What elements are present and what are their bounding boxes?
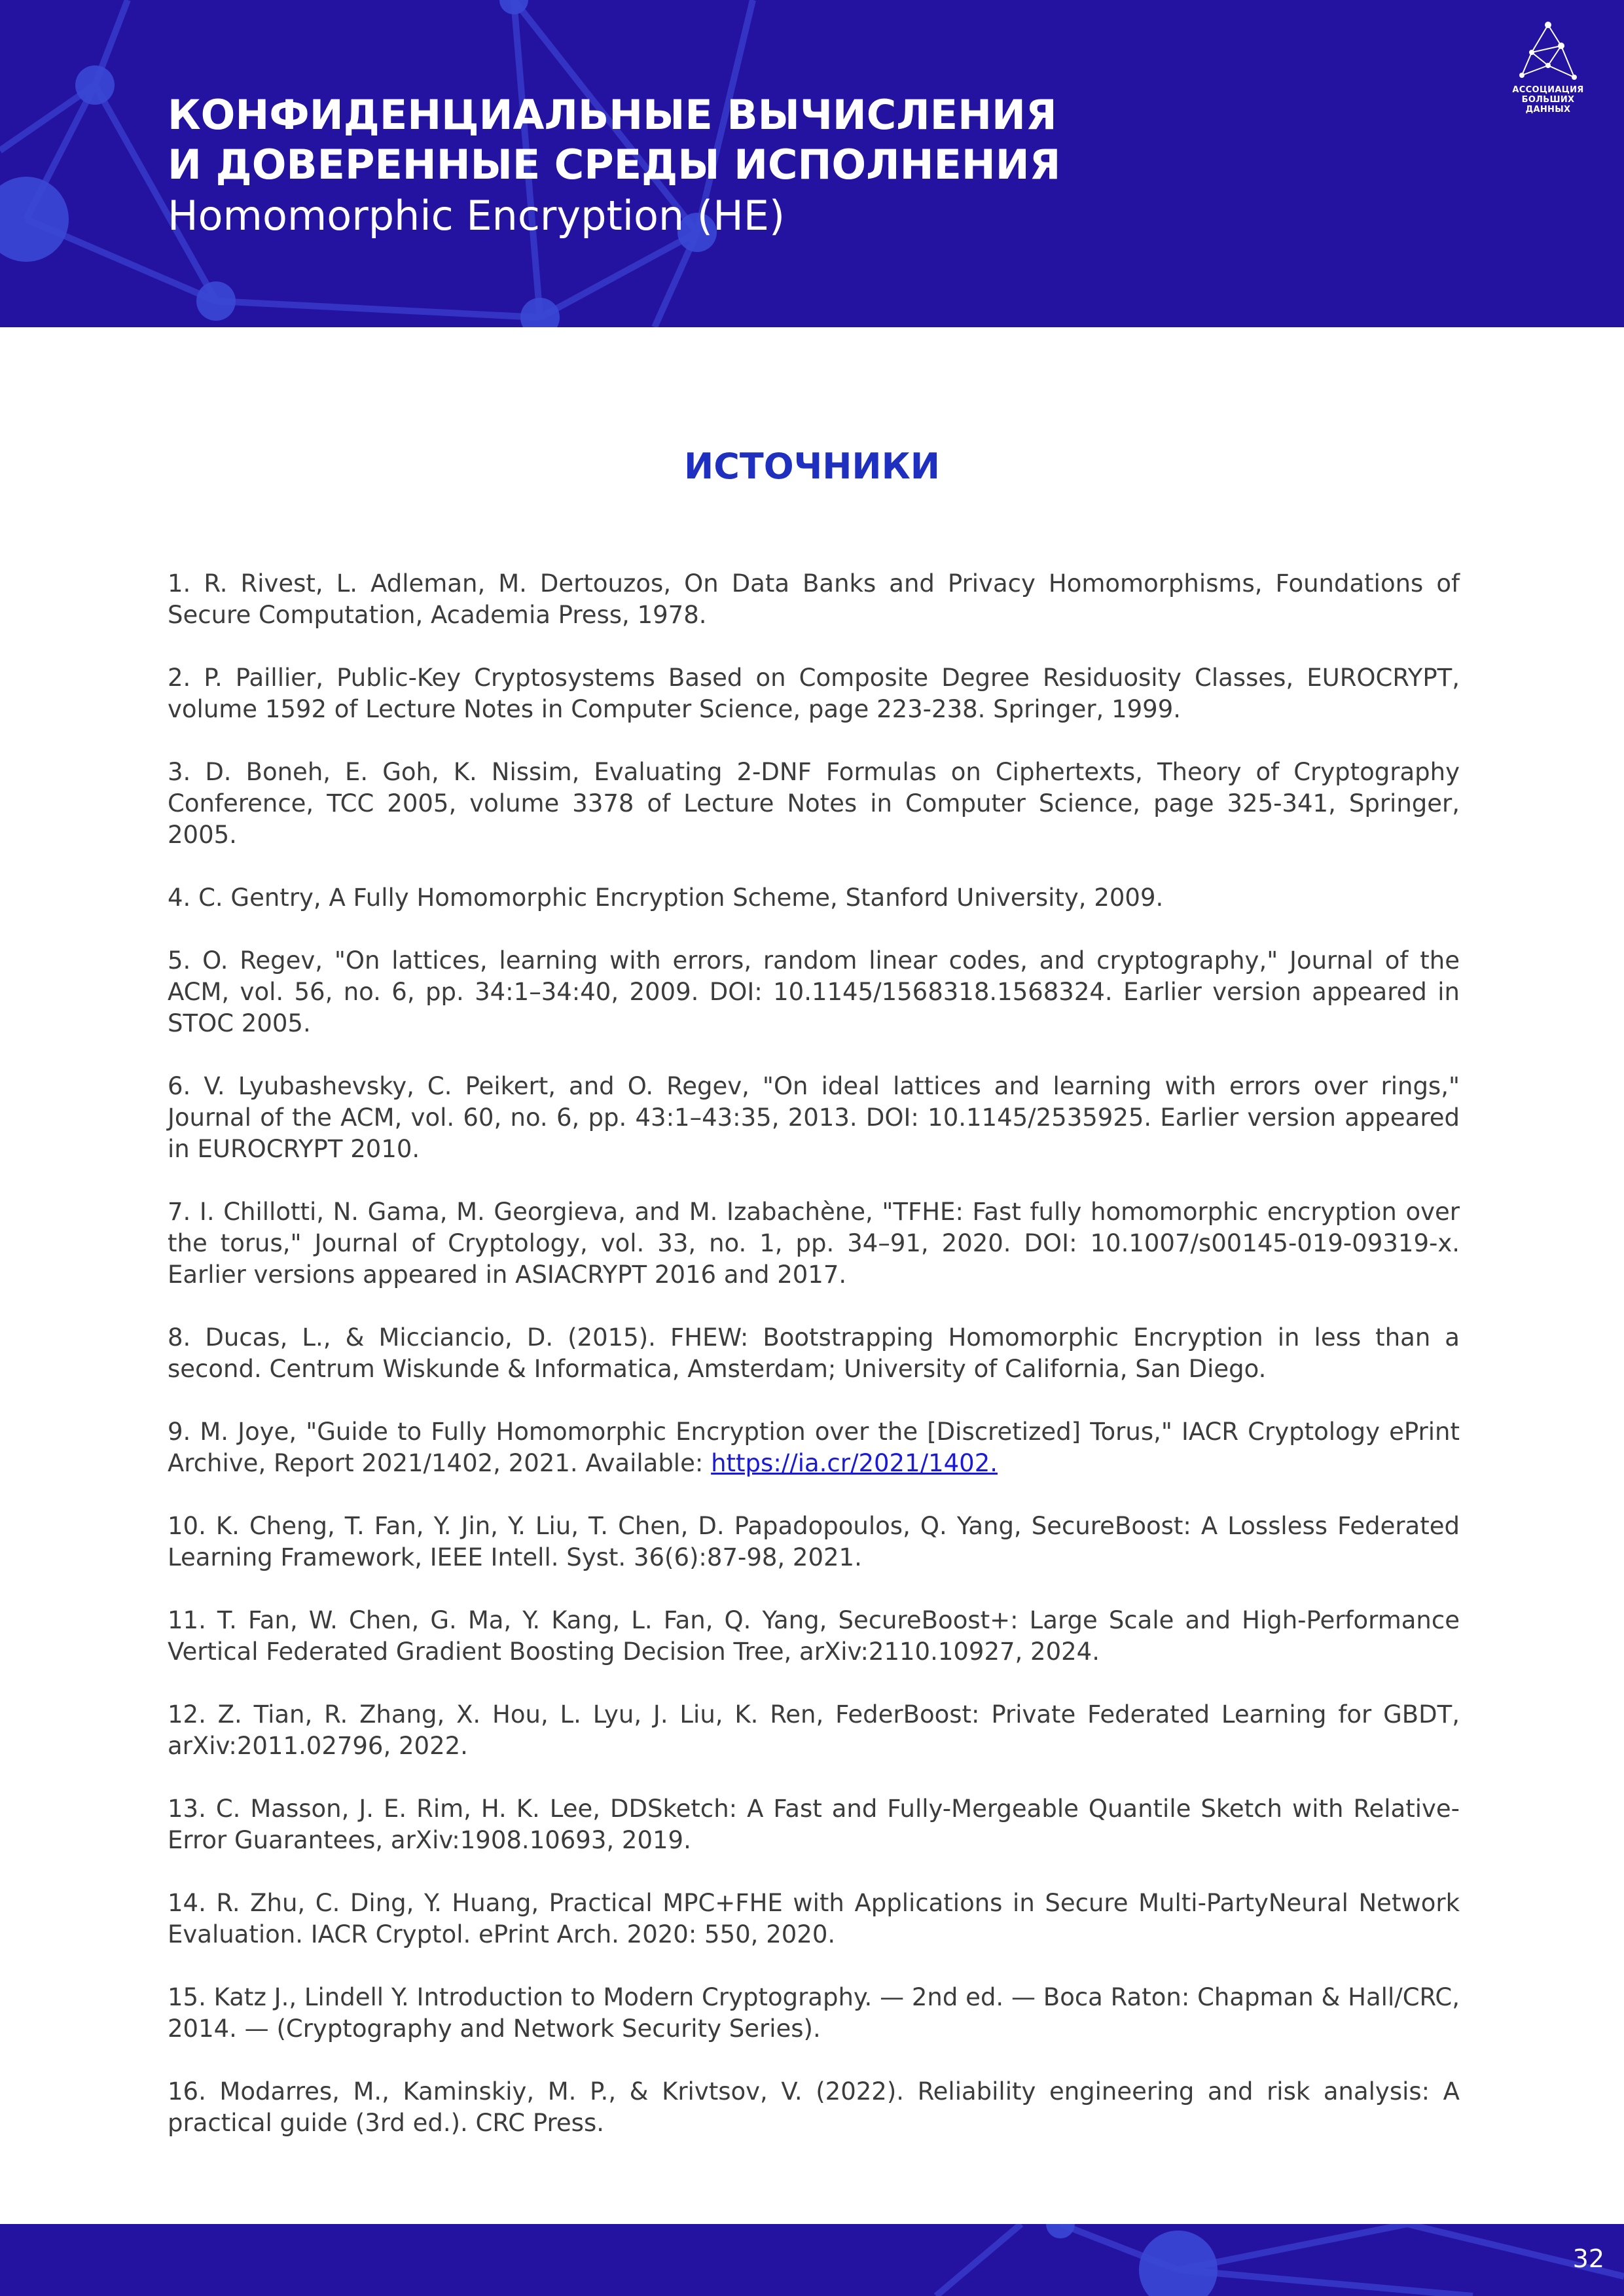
reference-item xyxy=(168,1511,1460,1573)
association-logo xyxy=(1499,20,1597,115)
document-subtitle: Homomorphic Encryption (HE) xyxy=(168,192,785,240)
reference-text: 8. Ducas, L., & Micciancio, D. (2015). FHEW: Bootstrapping Homomorphic Encryption in less than a second. Centrum Wiskunde & Informatica, Amsterdam; University of California, San Diego. xyxy=(168,1323,1460,1383)
reference-item xyxy=(168,1416,1460,1479)
logo-text-line-2: БОЛЬШИХ ДАННЫХ xyxy=(1521,95,1575,115)
reference-text: 6. V. Lyubashevsky, C. Peikert, and O. Regev, "On ideal lattices and learning with errors over rings," Journal of the ACM, vol. 60, no. 6, pp. 43:1–43:35, 2013. DOI: 10.1145/2535925. Earlier version appeared in EUROCRYPT 2010. xyxy=(168,1072,1460,1163)
reference-text: 16. Modarres, M., Kaminskiy, M. P., & Krivtsov, V. (2022). Reliability engineering and risk analysis: A practical guide (3rd ed.). CRC Press. xyxy=(168,2077,1460,2137)
footer-network-graphic xyxy=(0,2224,1624,2296)
reference-text: 10. K. Cheng, T. Fan, Y. Jin, Y. Liu, T. Chen, D. Papadopoulos, Q. Yang, SecureBoost: A Lossless Federated Learning Framework, IEEE Intell. Syst. 36(6):87-98, 2021. xyxy=(168,1512,1460,1571)
reference-text: 2. P. Paillier, Public-Key Cryptosystems Based on Composite Degree Residuosity Classes, EUROCRYPT, volume 1592 of Lecture Notes in Computer Science, page 223-238. Springer, 1999. xyxy=(168,664,1460,723)
reference-item xyxy=(168,1888,1460,1950)
reference-text: 7. I. Chillotti, N. Gama, M. Georgieva, and M. Izabachène, "TFHE: Fast fully homomorphic encryption over the torus," Journal of Cryptology, vol. 33, no. 1, pp. 34–91, 2020. DOI: 10.1007/s00145-019-09319-x. Earlier versions appeared in ASIACRYPT 2016 and 2017. xyxy=(168,1198,1460,1289)
reference-item xyxy=(168,1196,1460,1291)
page-header xyxy=(0,0,1624,327)
reference-text: 1. R. Rivest, L. Adleman, M. Dertouzos, On Data Banks and Privacy Homomorphisms, Foundations of Secure Computation, Academia Press, 1978. xyxy=(168,569,1460,629)
reference-item xyxy=(168,882,1460,914)
reference-item xyxy=(168,1605,1460,1668)
reference-item xyxy=(168,1071,1460,1165)
document-title-line-1: КОНФИДЕНЦИАЛЬНЫЕ ВЫЧИСЛЕНИЯ xyxy=(168,91,1057,139)
reference-text: 4. C. Gentry, A Fully Homomorphic Encryption Scheme, Stanford University, 2009. xyxy=(168,884,1164,912)
reference-text: 3. D. Boneh, E. Goh, K. Nissim, Evaluating 2-DNF Formulas on Ciphertexts, Theory of Cryptography Conference, TCC 2005, volume 3378 of Lecture Notes in Computer Science, page 325-341, Springer, 2005. xyxy=(168,758,1460,849)
reference-item xyxy=(168,662,1460,725)
reference-text: 11. T. Fan, W. Chen, G. Ma, Y. Kang, L. Fan, Q. Yang, SecureBoost+: Large Scale and High-Performance Vertical Federated Gradient Boosting Decision Tree, arXiv:2110.10927, 2024. xyxy=(168,1606,1460,1666)
reference-item xyxy=(168,945,1460,1039)
logo-text-line-1: АССОЦИАЦИЯ xyxy=(1512,85,1584,95)
page-number: 32 xyxy=(1572,2244,1604,2273)
section-heading: ИСТОЧНИКИ xyxy=(684,446,940,487)
reference-text: 5. O. Regev, "On lattices, learning with errors, random linear codes, and cryptography," Journal of the ACM, vol. 56, no. 6, pp. 34:1–34:40, 2009. DOI: 10.1145/1568318.1568324. Earlier version appeared in STOC 2005. xyxy=(168,946,1460,1037)
reference-item xyxy=(168,1982,1460,2045)
reference-text: 12. Z. Tian, R. Zhang, X. Hou, L. Lyu, J. Liu, K. Ren, FederBoost: Private Federated Learning for GBDT, arXiv:2011.02796, 2022. xyxy=(168,1700,1460,1760)
reference-item xyxy=(168,568,1460,631)
title-block xyxy=(168,90,1060,242)
reference-list xyxy=(168,568,1460,2170)
reference-text: 9. M. Joye, "Guide to Fully Homomorphic Encryption over the [Discretized] Torus," IACR Cryptology ePrint Archive, Report 2021/1402, 2021. Available: xyxy=(168,1418,1460,1477)
reference-text: 14. R. Zhu, C. Ding, Y. Huang, Practical MPC+FHE with Applications in Secure Multi-PartyNeural Network Evaluation. IACR Cryptol. ePrint Arch. 2020: 550, 2020. xyxy=(168,1889,1460,1948)
reference-text: 13. C. Masson, J. E. Rim, H. K. Lee, DDSketch: A Fast and Fully-Mergeable Quantile Sketch with Relative-Error Guarantees, arXiv:1908.10693, 2019. xyxy=(168,1795,1460,1854)
reference-item xyxy=(168,757,1460,851)
reference-text: 15. Katz J., Lindell Y. Introduction to Modern Cryptography. — 2nd ed. — Boca Raton: Chapman & Hall/CRC, 2014. — (Cryptography and Network Security Series). xyxy=(168,1983,1460,2043)
constellation-logo-icon xyxy=(1512,20,1584,85)
reference-item xyxy=(168,2076,1460,2139)
reference-link[interactable]: https://ia.cr/2021/1402. xyxy=(711,1449,998,1477)
reference-item xyxy=(168,1322,1460,1385)
document-title-line-2: И ДОВЕРЕННЫЕ СРЕДЫ ИСПОЛНЕНИЯ xyxy=(168,141,1061,188)
page-footer xyxy=(0,2224,1624,2296)
reference-item xyxy=(168,1699,1460,1762)
reference-item xyxy=(168,1793,1460,1856)
